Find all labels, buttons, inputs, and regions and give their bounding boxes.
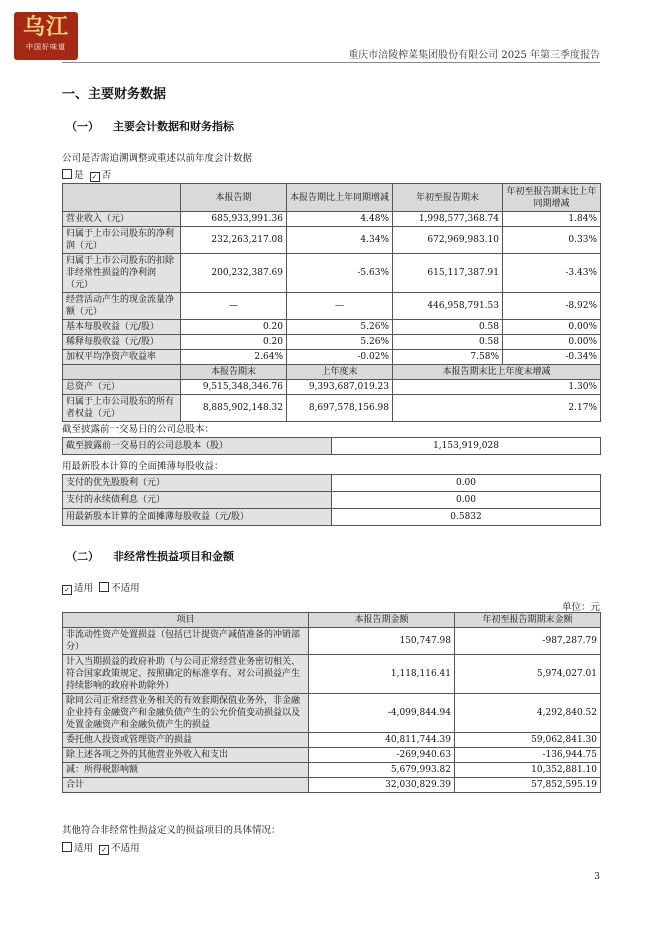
table-row: [63, 694, 601, 733]
table-row: [63, 350, 601, 365]
cell: -5.63%: [287, 254, 393, 293]
cell: 1,998,577,368.74: [393, 212, 503, 227]
row-label: 用最新股本计算的全面摊薄每股收益（元/股）: [63, 509, 332, 526]
report-header: 重庆市涪陵榨菜集团股份有限公司 2025 年第三季度报告: [348, 50, 600, 61]
table-row: [63, 778, 601, 793]
cell: -987,287.79: [455, 628, 601, 655]
row-label: 合计: [63, 778, 309, 793]
header-cell: [63, 365, 181, 380]
cell: 446,958,791.53: [393, 293, 503, 320]
diluted-eps-table: [62, 474, 601, 526]
cell: 5.26%: [287, 335, 393, 350]
header-cell: 本报告期比上年同期增减: [287, 184, 393, 212]
cell: 0.00: [332, 492, 601, 509]
unit-label: 单位：元: [561, 602, 600, 613]
restate-question: 公司是否需追溯调整或重述以前年度会计数据: [62, 153, 253, 164]
table-row: [63, 293, 601, 320]
table-row: [63, 655, 601, 694]
diluted-eps-label: 用最新股本计算的全面摊薄每股收益：: [62, 461, 224, 472]
table-row: [63, 227, 601, 254]
cell: -4,099,844.94: [309, 694, 455, 733]
row-label: 归属于上市公司股东的扣除非经常性损益的净利润（元）: [63, 254, 181, 293]
cell: 9,515,348,346.76: [181, 380, 287, 395]
cell: 615,117,387.91: [393, 254, 503, 293]
row-label: 归属于上市公司股东的所有者权益（元）: [63, 395, 181, 422]
row-label: 基本每股收益（元/股）: [63, 320, 181, 335]
subsection-2-text: 非经常性损益项目和金额: [113, 550, 234, 563]
applicable-options-1: [62, 580, 140, 595]
cell: 4.48%: [287, 212, 393, 227]
cell: -3.43%: [503, 254, 601, 293]
cell: 40,811,744.39: [309, 733, 455, 748]
cell: 4.34%: [287, 227, 393, 254]
cell: 2.17%: [393, 395, 601, 422]
table-header-row: [63, 184, 601, 212]
table-row: [63, 475, 601, 492]
cell: 9,393,687,019.23: [287, 380, 393, 395]
cell: 0.33%: [503, 227, 601, 254]
cell: 0.58: [393, 335, 503, 350]
table-row: [63, 335, 601, 350]
cell: —: [287, 293, 393, 320]
table-row: [63, 438, 601, 455]
header-cell: 项目: [63, 613, 309, 628]
cell: 7.58%: [393, 350, 503, 365]
table-header-row: [63, 365, 601, 380]
cell: 5.26%: [287, 320, 393, 335]
row-label: 减：所得税影响额: [63, 763, 309, 778]
cell: 0.00%: [503, 335, 601, 350]
checkbox-not-applicable-checked[interactable]: ✓: [99, 845, 109, 855]
subsection-1-text: 主要会计数据和财务指标: [113, 120, 234, 133]
cell: 1,153,919,028: [332, 438, 601, 455]
row-label: 委托他人投资或管理资产的损益: [63, 733, 309, 748]
section-title: 一、主要财务数据: [62, 87, 167, 102]
cell: 0.20: [181, 320, 287, 335]
checkbox-applicable[interactable]: [62, 842, 72, 852]
cell: 8,885,902,148.32: [181, 395, 287, 422]
header-cell: 上年度末: [287, 365, 393, 380]
header-cell: 本报告期金额: [309, 613, 455, 628]
table-row: [63, 380, 601, 395]
cell: 0.5832: [332, 509, 601, 526]
applicable-label: 适用: [74, 583, 94, 594]
row-label: 经营活动产生的现金流量净额（元）: [63, 293, 181, 320]
share-capital-label: 截至披露前一交易日的公司总股本：: [62, 424, 215, 435]
checkbox-no-checked[interactable]: ✓: [90, 172, 100, 182]
table-row: [63, 628, 601, 655]
option-yes-label: 是: [74, 170, 84, 181]
cell: 200,232,387.69: [181, 254, 287, 293]
checkbox-not-applicable[interactable]: [99, 582, 109, 592]
company-logo: [14, 12, 78, 60]
cell: -269,940.63: [309, 748, 455, 763]
cell: 32,030,829.39: [309, 778, 455, 793]
table-row: [63, 395, 601, 422]
subsection-2-num: （二）: [66, 550, 99, 563]
cell: 4,292,840.52: [455, 694, 601, 733]
row-label: 稀释每股收益（元/股）: [63, 335, 181, 350]
header-cell: 年初至报告期期末金额: [455, 613, 601, 628]
applicable-label: 适用: [74, 843, 94, 854]
share-capital-table: [62, 437, 601, 455]
cell: 232,263,217.08: [181, 227, 287, 254]
subsection-1-title: [66, 118, 234, 134]
table-row: [63, 509, 601, 526]
header-cell: 本报告期末: [181, 365, 287, 380]
row-label: 支付的永续债利息（元）: [63, 492, 332, 509]
row-label: 除上述各项之外的其他营业外收入和支出: [63, 748, 309, 763]
page-number: 3: [594, 872, 600, 882]
checkbox-applicable-checked[interactable]: ✓: [62, 585, 72, 595]
cell: 1,118,116.41: [309, 655, 455, 694]
cell: 150,747.98: [309, 628, 455, 655]
header-cell: 年初至报告期末比上年同期增减: [503, 184, 601, 212]
row-label: 归属于上市公司股东的净利润（元）: [63, 227, 181, 254]
cell: -0.02%: [287, 350, 393, 365]
table-row: [63, 254, 601, 293]
not-applicable-label: 不适用: [111, 843, 140, 854]
cell: 2.64%: [181, 350, 287, 365]
restate-options: [62, 167, 111, 182]
table-row: [63, 763, 601, 778]
table-row: [63, 492, 601, 509]
other-items-label: 其他符合非经常性损益定义的损益项目的具体情况：: [62, 825, 281, 836]
table-row: [63, 212, 601, 227]
row-label: 总资产（元）: [63, 380, 181, 395]
row-label: 截至披露前一交易日的公司总股本（股）: [63, 438, 332, 455]
cell: 5,679,993.82: [309, 763, 455, 778]
subsection-2-title: [66, 548, 234, 564]
cell: 0.00: [332, 475, 601, 492]
cell: 57,852,595.19: [455, 778, 601, 793]
table-row: [63, 748, 601, 763]
row-label: 加权平均净资产收益率: [63, 350, 181, 365]
table-header-row: [63, 613, 601, 628]
cell: -0.34%: [503, 350, 601, 365]
header-cell: 年初至报告期末: [393, 184, 503, 212]
row-label: 除同公司正常经营业务相关的有效套期保值业务外，非金融企业持有金融资产和金融负债产生的公允价值变动损益以及处置金融资产和金融负债产生的损益: [63, 694, 309, 733]
row-label: 营业收入（元）: [63, 212, 181, 227]
cell: 59,062,841.30: [455, 733, 601, 748]
cell: 8,697,578,156.98: [287, 395, 393, 422]
cell: 1.30%: [393, 380, 601, 395]
option-no-label: 否: [101, 170, 112, 181]
cell: -136,944.75: [455, 748, 601, 763]
not-applicable-label: 不适用: [111, 583, 140, 594]
row-label: 支付的优先股股利（元）: [63, 475, 332, 492]
cell: 672,969,983.10: [393, 227, 503, 254]
cell: 0.58: [393, 320, 503, 335]
cell: —: [181, 293, 287, 320]
row-label: 非流动性资产处置损益（包括已计提资产减值准备的冲销部分）: [63, 628, 309, 655]
table-row: [63, 320, 601, 335]
cell: 685,933,991.36: [181, 212, 287, 227]
cell: -8.92%: [503, 293, 601, 320]
financial-data-table: [62, 183, 601, 422]
subsection-1-num: （一）: [66, 120, 99, 133]
header-cell: 本报告期末比上年度末增减: [393, 365, 601, 380]
header-cell: 本报告期: [181, 184, 287, 212]
cell: 1.84%: [503, 212, 601, 227]
header-cell: [63, 184, 181, 212]
logo-sub: 中国好味道: [26, 43, 66, 51]
row-label: 计入当期损益的政府补助（与公司正常经营业务密切相关、符合国家政策规定、按照确定的标准享有、对公司损益产生持续影响的政府补助除外）: [63, 655, 309, 694]
applicable-options-2: [62, 840, 140, 855]
table-row: [63, 733, 601, 748]
cell: 0.20: [181, 335, 287, 350]
logo-main: 乌江: [22, 14, 69, 40]
cell: 10,352,881.10: [455, 763, 601, 778]
header-divider: [62, 62, 600, 63]
cell: 0.00%: [503, 320, 601, 335]
cell: 5,974,027.01: [455, 655, 601, 694]
non-recurring-table: [62, 612, 601, 793]
checkbox-yes[interactable]: [62, 169, 72, 179]
